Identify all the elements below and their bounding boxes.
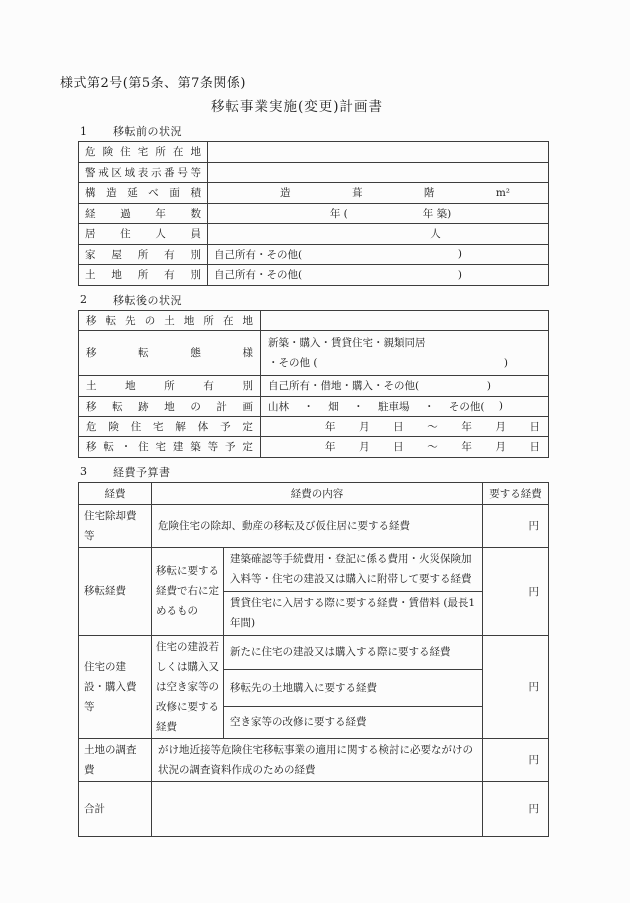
label-cell-relocation-site [79, 310, 261, 330]
budget-sublabel-construction-cost: 住宅の建設若しくは購入又は空き家等の改修に要する経費 [152, 635, 224, 738]
table-row [79, 396, 549, 416]
budget-content-land-survey: がけ地近接等危険住宅移転事業の適用に関する検討に必要ながけの状況の調査資料作成のための経費 [152, 738, 483, 781]
label-cell-demolition-schedule [79, 416, 261, 436]
table-row [79, 738, 549, 781]
amount-unit-yen: 円 [483, 781, 549, 836]
land-ownership-after-options: 自己所有・借地・購入・その他( [268, 380, 420, 392]
budget-content-house-removal: 危険住宅の除却、動産の移転及び仮住居に要する経費 [152, 504, 483, 547]
budget-header-required: 要する経費 [483, 482, 549, 504]
section-3-number: 3 [80, 465, 88, 478]
budget-label-construction-cost: 住宅の建設・購入費等 [79, 635, 152, 738]
label-former-site-plan: 移 転 跡 地 の 計 画 [86, 400, 253, 413]
section-2-title: 移転後の状況 [113, 293, 182, 307]
label-cell-house-ownership [79, 244, 208, 265]
label-cell-former-site-plan [79, 396, 261, 416]
value-relocation-type [261, 330, 549, 375]
budget-header-content: 経費の内容 [152, 482, 483, 504]
table-row [79, 265, 549, 286]
structure-item-unit: m² [495, 186, 510, 199]
date-part: 日 [393, 420, 404, 433]
label-cell-elapsed-years [79, 203, 208, 224]
date-part: 月 [495, 441, 506, 453]
site-plan-option: 山林 [268, 400, 289, 413]
tilde-separator: ～ [427, 441, 438, 453]
value-land-ownership [208, 265, 549, 286]
budget-content-land-purchase: 移転先の土地購入に要する経費 [224, 669, 483, 706]
relocation-type-other: ・その他 ( [268, 356, 318, 369]
label-cell-land-ownership-after [79, 375, 261, 396]
site-plan-other: その他( [448, 400, 485, 413]
amount-unit-yen: 円 [483, 738, 549, 781]
section-1-label [80, 123, 630, 139]
site-plan-option: 畑 [328, 400, 339, 413]
value-former-site-plan [261, 396, 549, 416]
close-paren: ) [503, 356, 508, 369]
site-plan-option: 駐車場 [378, 400, 410, 413]
value-land-ownership-after [261, 375, 549, 396]
value-warning-zone-number [208, 162, 549, 183]
section-3-title: 経費予算書 [113, 465, 171, 479]
section-2-label [80, 292, 630, 308]
section-1-number: 1 [80, 124, 88, 138]
label-danger-house-location: 危 険 住 宅 所 在 地 [85, 146, 201, 159]
value-relocation-schedule [261, 436, 549, 457]
label-land-ownership: 土 地 所 有 別 [85, 269, 201, 282]
label-land-ownership-after: 土 地 所 有 別 [86, 380, 253, 392]
value-relocation-site-location [261, 310, 549, 330]
table-row [79, 224, 549, 245]
date-part: 月 [359, 420, 370, 433]
date-part: 日 [393, 441, 404, 453]
label-cell-relocation-schedule [79, 436, 261, 457]
amount-unit-yen: 円 [483, 635, 549, 738]
label-residents: 居 住 人 員 [85, 228, 201, 241]
elapsed-years-part: 年 築) [422, 207, 452, 220]
value-demolition-schedule [261, 416, 549, 436]
label-warning-zone-number: 警 戒 区 域 表 示 番 号 等 [85, 166, 201, 179]
value-elapsed-years [208, 203, 549, 224]
budget-label-house-removal: 住宅除却費等 [79, 504, 152, 547]
form-number-heading: 様式第2号(第5条、第7条関係) [60, 76, 246, 91]
land-ownership-options: 自己所有・その他( [214, 269, 303, 282]
budget-content-rental: 賃貸住宅に入居する際に要する経費・賃借料 (最長1年間) [224, 591, 483, 635]
date-part: 年 [461, 420, 472, 433]
value-structure-area [208, 183, 549, 204]
value-danger-house-location [208, 142, 549, 163]
residents-unit: 人 [430, 228, 441, 241]
table-row [79, 142, 549, 163]
label-cell-structure-area [79, 183, 208, 204]
label-relocation-schedule: 移 転 ・ 住 宅 建 築 等 予 定 [86, 441, 253, 453]
table-row [79, 436, 549, 457]
dot-separator: ・ [353, 400, 364, 413]
label-cell-land-ownership [79, 265, 208, 286]
table-row [79, 330, 549, 375]
table-row [79, 547, 549, 591]
label-demolition-schedule: 危 険 住 宅 解 体 予 定 [86, 420, 253, 433]
date-part: 年 [461, 441, 472, 453]
table-row [79, 310, 549, 330]
date-part: 年 [325, 441, 336, 453]
table-row [79, 162, 549, 183]
table-row [79, 183, 549, 204]
tilde-separator: ～ [427, 420, 438, 433]
budget-content-vacant-house: 空き家等の改修に要する経費 [224, 707, 483, 738]
label-relocation-site-location: 移 転 先 の 土 地 所 在 地 [86, 314, 253, 327]
close-paren: ) [457, 268, 462, 281]
table-header-row [79, 482, 549, 504]
date-part: 月 [495, 420, 506, 433]
table-row [79, 504, 549, 547]
section-1-title: 移転前の状況 [113, 125, 182, 138]
section-2-number: 2 [80, 293, 88, 306]
label-relocation-type: 移 転 態 様 [86, 347, 253, 359]
after-relocation-table [78, 310, 549, 458]
budget-sublabel-relocation-cost: 移転に要する経費で右に定めるもの [152, 547, 224, 635]
budget-label-relocation-cost: 移転経費 [79, 547, 152, 635]
label-elapsed-years: 経 過 年 数 [85, 207, 201, 220]
before-relocation-table [78, 141, 549, 286]
table-row [79, 203, 549, 224]
amount-unit-yen: 円 [483, 504, 549, 547]
elapsed-years-part: 年 ( [329, 207, 348, 220]
table-row [79, 781, 549, 836]
budget-label-total: 合計 [79, 781, 152, 836]
budget-label-land-survey: 土地の調査費 [79, 738, 152, 781]
label-structure-area: 構 造 延 べ 面 積 [85, 187, 201, 200]
date-part: 年 [325, 420, 336, 433]
structure-item: 階 [423, 187, 435, 200]
table-row [79, 375, 549, 396]
close-paren: ) [498, 400, 503, 412]
date-part: 日 [529, 420, 540, 433]
budget-header-expense: 経費 [79, 482, 152, 504]
budget-content-total [152, 781, 483, 836]
value-residents [208, 224, 549, 245]
section-3-label [80, 464, 630, 480]
page-title: 移転事業実施(変更)計画書 [210, 99, 384, 115]
label-cell-danger-house-location [79, 142, 208, 163]
label-cell-warning-zone-number [79, 162, 208, 183]
amount-unit-yen: 円 [483, 547, 549, 635]
label-cell-residents [79, 224, 208, 245]
label-cell-relocation-type [79, 330, 261, 375]
table-row [79, 416, 549, 436]
budget-content-procedures: 建築確認等手続費用・登記に係る費用・火災保険加入料等・住宅の建設又は購入に附帯して要する経費 [224, 547, 483, 591]
date-part: 日 [529, 441, 540, 453]
date-part: 月 [359, 441, 370, 453]
value-house-ownership [208, 244, 549, 265]
label-house-ownership: 家 屋 所 有 別 [85, 248, 201, 261]
table-row [79, 244, 549, 265]
close-paren: ) [457, 248, 462, 261]
structure-item: 葺 [351, 187, 363, 200]
house-ownership-options: 自己所有・その他( [214, 248, 303, 261]
budget-content-new-construction: 新たに住宅の建設又は購入する際に要する経費 [224, 635, 483, 669]
structure-item: 造 [280, 187, 291, 200]
dot-separator: ・ [303, 400, 314, 413]
relocation-type-options: 新築・購入・賃貸住宅・親類同居 [268, 336, 426, 349]
dot-separator: ・ [423, 400, 435, 413]
budget-table [78, 482, 549, 837]
table-row [79, 635, 549, 669]
close-paren: ) [486, 379, 491, 392]
